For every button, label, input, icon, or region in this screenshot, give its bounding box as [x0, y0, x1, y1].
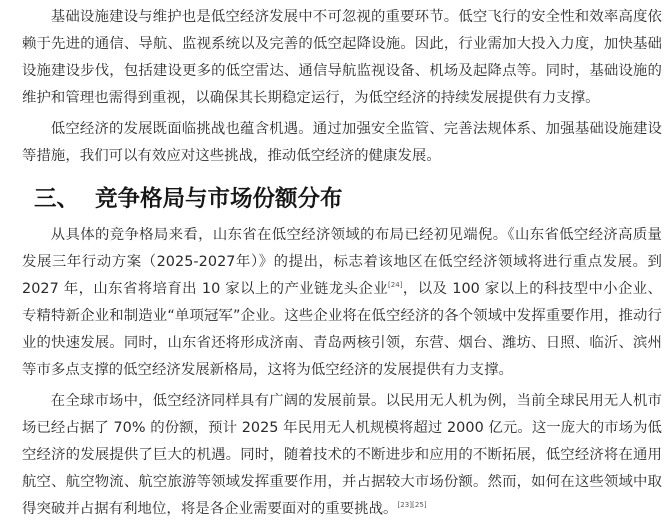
paragraph-3-text-part-2: ，以及 100 家以上的科技型中小企业、专精特新企业和制造业“单项冠军”企业。这些企业将在低空经济的各个领域中发挥重要作用，推动行业的快速发展。同时，山东省还将形成济南、青岛两核引领，东营、烟台、潍坊、日照、临沂、滨州等市多点支撑的低空经济发展新格局，这将为低空经济的发展提供有力支撑。 — [22, 281, 662, 378]
paragraph-competitive-landscape — [22, 222, 662, 384]
paragraph-infrastructure: 基础设施建设与维护也是低空经济发展中不可忽视的重要环节。低空飞行的安全性和效率高度依赖于先进的通信、导航、监视系统以及完善的低空起降设施。因此，行业需加大投入力度，加快基础设施建设步伐，包括建设更多的低空雷达、通信导航监视设备、机场及起降点等。同时，基础设施的维护和管理也需得到重视，以确保其长期稳定运行，为低空经济的持续发展提供有力支撑。 — [22, 9, 662, 106]
citation-24: [24] — [387, 281, 403, 290]
section-title: 竞争格局与市场份额分布 — [95, 186, 343, 212]
paragraph-4-text: 在全球市场中，低空经济同样具有广阔的发展前景。以民用无人机为例，当前全球民用无人机市场已经占据了 70% 的份额，预计 2025 年民用无人机规模将超过 2000 亿元。这一庞大的市场为低空经济的发展提供了巨大的机遇。同时，随着技术的不断进步和应用的不断拓展，低空经济将在通用航空、航空物流、航空旅游等领域发挥重要作用，并占据较大市场份额。然而，如何在这些领域中取得突破并占据有利地位，将是各企业需要面对的重要挑战。 — [22, 393, 662, 517]
citation-23-25: [23][25] — [397, 501, 427, 510]
paragraph-global-market — [22, 388, 662, 523]
section-number: 三、 — [34, 186, 80, 212]
section-heading — [34, 184, 343, 214]
paragraph-3-text-part-1: 从具体的竞争格局来看，山东省在低空经济领域的布局已经初见端倪。《山东省低空经济高质量发展三年行动方案（2025-2027年）》的提出，标志着该地区在低空经济领域将进行重点发展。到 2027 年，山东省将培育出 10 家以上的产业链龙头企业 — [22, 227, 662, 297]
paragraph-challenges-opportunities: 低空经济的发展既面临挑战也蕴含机遇。通过加强安全监管、完善法规体系、加强基础设施建设等措施，我们可以有效应对这些挑战，推动低空经济的健康发展。 — [22, 121, 662, 164]
